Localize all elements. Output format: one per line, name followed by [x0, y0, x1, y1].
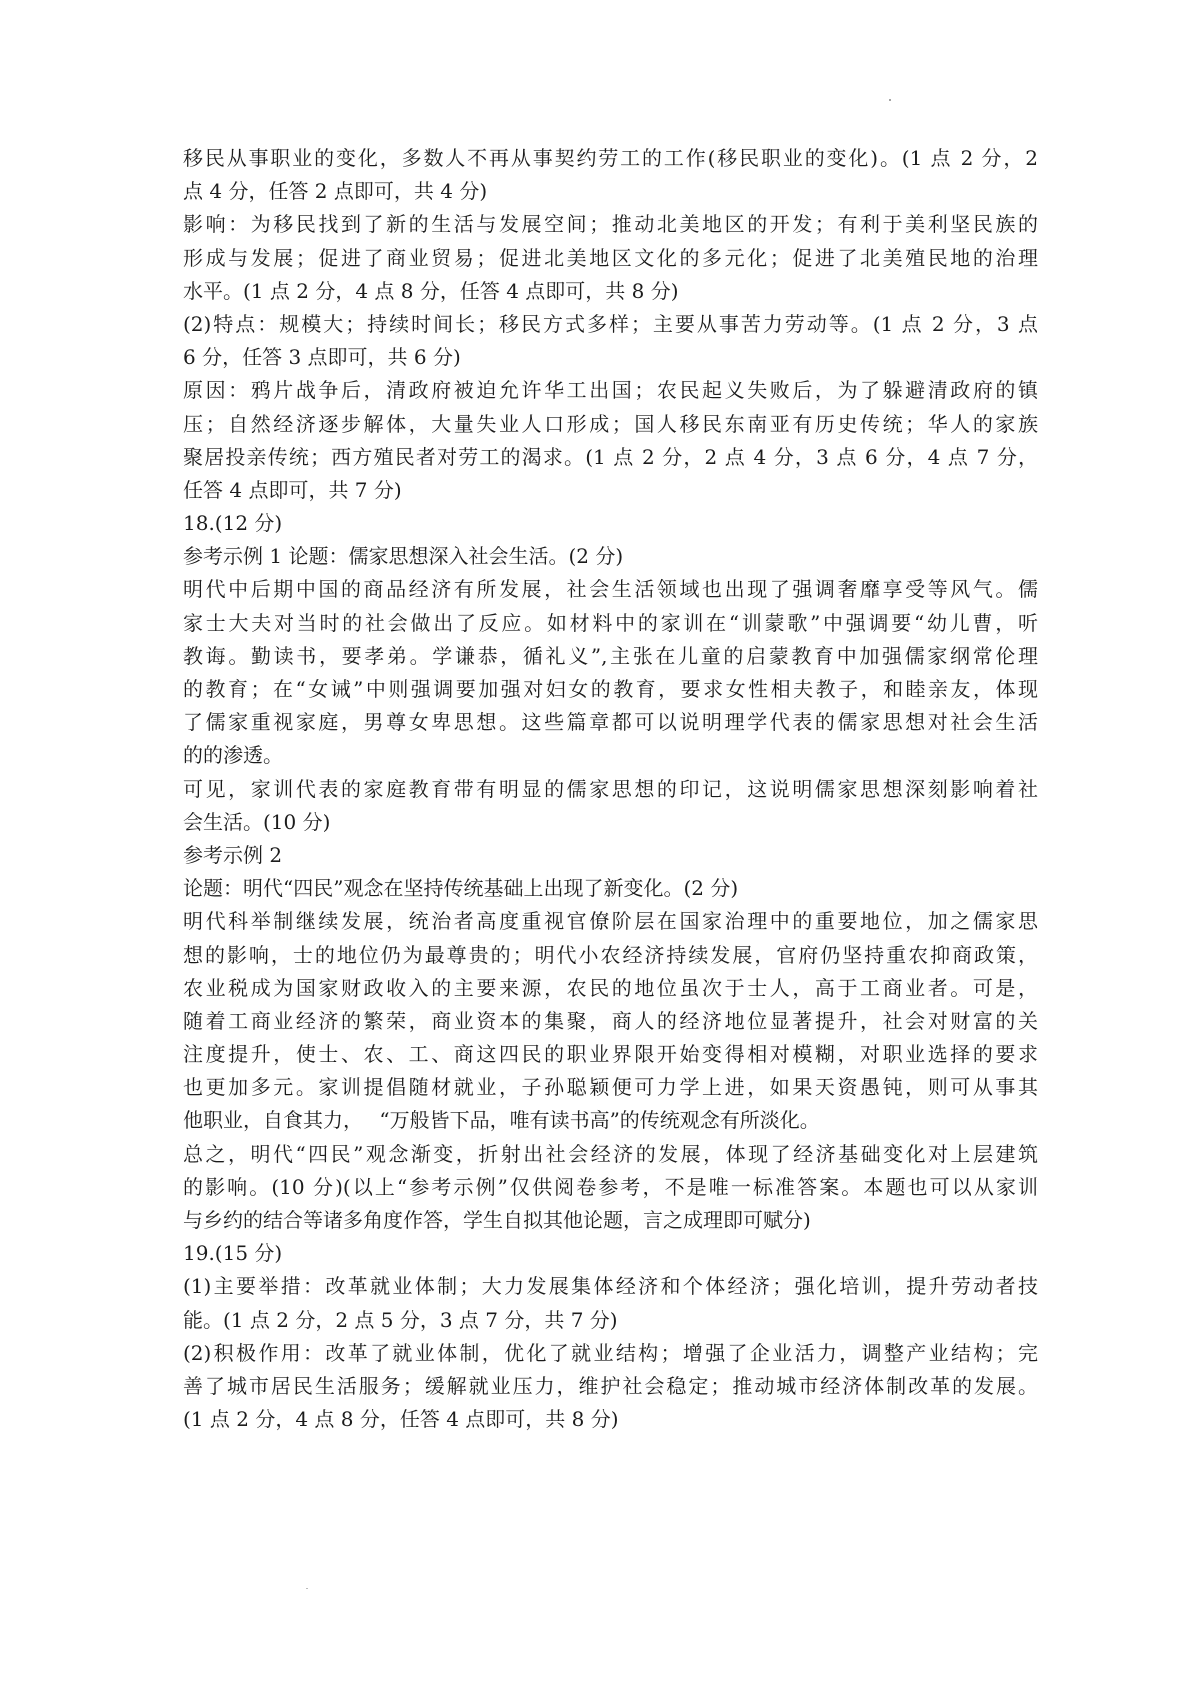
text-line: 6 分，任答 3 点即可，共 6 分): [183, 345, 461, 370]
text-line: 移民从事职业的变化，多数人不再从事契约劳工的工作(移民职业的变化)。(1 点 2 分，2: [183, 146, 1038, 170]
text-line: 点 4 分，任答 2 点即可，共 4 分): [183, 179, 488, 204]
text-line: 水平。(1 点 2 分，4 点 8 分，任答 4 点即可，共 8 分): [183, 278, 679, 303]
text-line: (2)特点：规模大；持续时间长；移民方式多样；主要从事苦力劳动等。(1 点 2 分，3 点: [183, 311, 1038, 336]
text-line: 原因：鸦片战争后，清政府被迫允许华工出国；农民起义失败后，为了躲避清政府的镇: [183, 378, 1038, 403]
text-line: 任答 4 点即可，共 7 分): [183, 477, 402, 502]
text-line: 论题：明代“四民”观念在坚持传统基础上出现了新变化。(2 分): [183, 876, 739, 901]
text-line: 19.(15 分): [183, 1241, 283, 1266]
text-line: 参考示例 2: [183, 842, 283, 867]
text-line: 的的渗透。: [183, 743, 283, 768]
text-line: 善了城市居民生活服务；缓解就业压力，维护社会稳定；推动城市经济体制改革的发展。: [183, 1373, 1038, 1398]
text-line: 教诲。勤读书，要孝弟。学谦恭，循礼义”,主张在儿童的启蒙教育中加强儒家纲常伦理: [183, 643, 1038, 668]
text-line: (2)积极作用：改革了就业体制，优化了就业结构；增强了企业活力，调整产业结构；完: [183, 1340, 1038, 1365]
text-line: 农业税成为国家财政收入的主要来源，农民的地位虽次于士人，高于工商业者。可是，: [183, 975, 1038, 1000]
text-line: 家士大夫对当时的社会做出了反应。如材料中的家训在“训蒙歌”中强调要“幼儿曹，听: [183, 610, 1038, 635]
text-line: 明代中后期中国的商品经济有所发展，社会生活领域也出现了强调奢靡享受等风气。儒: [183, 577, 1038, 602]
text-line: 明代科举制继续发展，统治者高度重视官僚阶层在国家治理中的重要地位，加之儒家思: [183, 909, 1038, 934]
text-line: 与乡约的结合等诸多角度作答，学生自拟其他论题，言之成理即可赋分): [183, 1208, 811, 1232]
text-line: 想的影响，士的地位仍为最尊贵的；明代小农经济持续发展，官府仍坚持重农抑商政策，: [183, 942, 1038, 967]
text-line: 的影响。(10 分)(以上“参考示例”仅供阅卷参考，不是唯一标准答案。本题也可以从家训: [183, 1174, 1038, 1199]
text-line: 聚居投亲传统；西方殖民者对劳工的渴求。(1 点 2 分，2 点 4 分，3 点 6 分，4 点 7 分，: [183, 444, 1038, 469]
text-line: (1)主要举措：改革就业体制；大力发展集体经济和个体经济；强化培训，提升劳动者技: [183, 1274, 1038, 1299]
scan-speck: [889, 99, 891, 101]
text-line: 18.(12 分): [183, 511, 283, 536]
answer-key-document: [183, 142, 1038, 1436]
text-line: 的教育；在“女诫”中则强调要加强对妇女的教育，要求女性相夫教子，和睦亲友，体现: [183, 677, 1038, 701]
text-line: 影响：为移民找到了新的生活与发展空间；推动北美地区的开发；有利于美利坚民族的: [183, 212, 1038, 237]
text-line: 能。(1 点 2 分，2 点 5 分，3 点 7 分，共 7 分): [183, 1307, 618, 1332]
text-line: 可见，家训代表的家庭教育带有明显的儒家思想的印记，这说明儒家思想深刻影响着社: [183, 776, 1038, 801]
text-line: 会生活。(10 分): [183, 809, 331, 834]
text-line: 形成与发展；促进了商业贸易；促进北美地区文化的多元化；促进了北美殖民地的治理: [183, 245, 1038, 270]
scan-speck-bottom: [306, 1588, 308, 1589]
text-line: 总之，明代“四民”观念渐变，折射出社会经济的发展，体现了经济基础变化对上层建筑: [183, 1141, 1038, 1166]
text-line: 也更加多元。家训提倡随材就业，子孙聪颖便可力学上进，如果天资愚钝，则可从事其: [183, 1075, 1038, 1100]
text-line: 了儒家重视家庭，男尊女卑思想。这些篇章都可以说明理学代表的儒家思想对社会生活: [183, 710, 1038, 735]
text-line: 压；自然经济逐步解体，大量失业人口形成；国人移民东南亚有历史传统；华人的家族: [183, 411, 1038, 436]
text-line: 他职业，自食其力， “万般皆下品，唯有读书高”的传统观念有所淡化。: [183, 1108, 820, 1133]
text-line: 注度提升，使士、农、工、商这四民的职业界限开始变得相对模糊，对职业选择的要求: [183, 1042, 1038, 1067]
text-line: 随着工商业经济的繁荣，商业资本的集聚，商人的经济地位显著提升，社会对财富的关: [183, 1008, 1038, 1033]
text-line: (1 点 2 分，4 点 8 分，任答 4 点即可，共 8 分): [183, 1407, 619, 1432]
text-line: 参考示例 1 论题：儒家思想深入社会生活。(2 分): [183, 544, 624, 569]
